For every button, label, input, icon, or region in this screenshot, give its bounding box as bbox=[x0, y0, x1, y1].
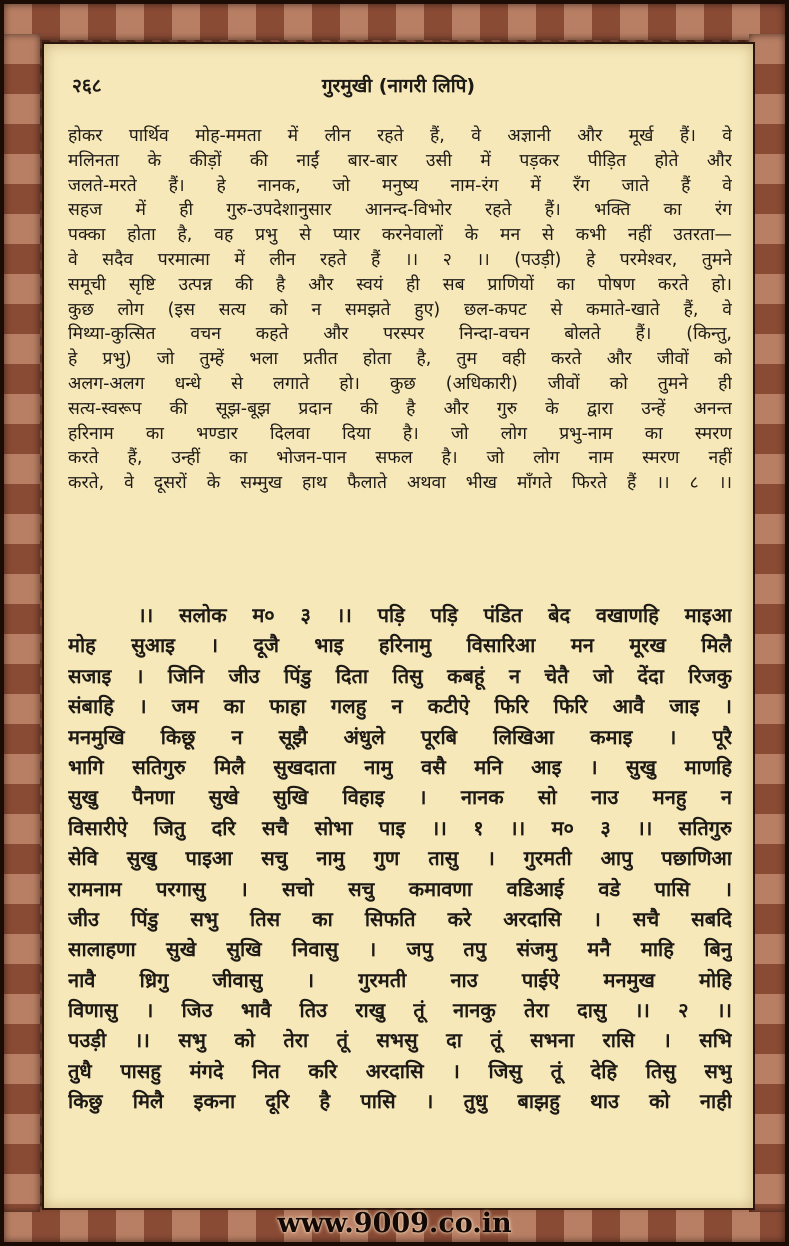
translation-line: मलिनता के कीड़ों की नाईं बार-बार उसी में पड़कर पीड़ित होते और bbox=[68, 150, 732, 171]
hindi-translation bbox=[68, 124, 732, 496]
verse-line: सेवि सुखु पाइआ सचु नामु गुण तासु । गुरमती आपु पछाणिआ bbox=[68, 846, 732, 871]
translation-line: पक्का होता है, वह प्रभु से प्यार करनेवालों के मन से कभी नहीं उतरता— bbox=[68, 225, 732, 246]
translation-line: करते हैं, उन्हीं का भोजन-पान सफल है। जो लोग नाम स्मरण नहीं bbox=[68, 448, 732, 469]
translation-line: हे प्रभु) जो तुम्हें भला प्रतीत होता है, तुम वही करते और जीवों को bbox=[68, 349, 732, 370]
translation-line: हरिनाम का भण्डार दिलवा दिया है। जो लोग प्रभु-नाम का स्मरण bbox=[68, 423, 732, 444]
verse-line: पउड़ी ।। सभु को तेरा तूं सभसु दा तूं सभना रासि । सभि bbox=[68, 1028, 732, 1053]
frame-top-border bbox=[4, 4, 785, 40]
verse-line: मनमुखि किछू न सूझै अंधुले पूरबि लिखिआ कमाइ । पूरै bbox=[68, 724, 732, 749]
translation-line: वे सदैव परमात्मा में लीन रहते हैं ।। २ ।। (पउड़ी) हे परमेश्वर, तुमने bbox=[68, 249, 732, 270]
verse-line: रामनाम परगासु । सचो सचु कमावणा वडिआई वडे पासि । bbox=[68, 876, 732, 901]
verse-line: जीउ पिंडु सभु तिस का सिफति करे अरदासि । सचै सबदि bbox=[68, 906, 732, 931]
translation-line: जलते-मरते हैं। हे नानक, जो मनुष्य नाम-रंग में रँग जाते हैं वे bbox=[68, 175, 732, 196]
verse-line: किछु मिलै इकना दूरि है पासि । तुधु बाझहु थाउ को नाही bbox=[68, 1089, 732, 1114]
website-url[interactable]: www.9009.co.in bbox=[277, 1208, 512, 1239]
verse-line: तुधै पासहु मंगदे नित करि अरदासि । जिसु तूं देहि तिसु सभु bbox=[68, 1058, 732, 1083]
translation-line: करते, वे दूसरों के सम्मुख हाथ फैलाते अथवा भीख माँगते फिरते हैं ।। ८ ।। bbox=[68, 473, 732, 494]
verse-line: मोह सुआइ । दूजै भाइ हरिनामु विसारिआ मन मूरख मिलै bbox=[68, 633, 732, 658]
verse-line: संबाहि । जम का फाहा गलहु न कटीऐ फिरि फिरि आवै जाइ । bbox=[68, 694, 732, 719]
verse-line: विणासु । जिउ भावै तिउ राखु तूं नानकु तेरा दासु ।। २ ।। bbox=[68, 998, 732, 1023]
translation-line: अलग-अलग धन्धे से लगाते हो। कुछ (अधिकारी) जीवों को तुमने ही bbox=[68, 373, 732, 394]
verse-line: ।। सलोक म० ३ ।। पड़ि पड़ि पंडित बेद वखाणहि माइआ bbox=[138, 603, 732, 627]
page-number: २६८ bbox=[72, 75, 102, 97]
page-header bbox=[44, 72, 753, 100]
verse-line: सजाइ । जिनि जीउ पिंडु दिता तिसु कबहूं न चेतै जो देंदा रिजकु bbox=[68, 663, 732, 688]
verse-line: विसारीऐ जितु दरि सचै सोभा पाइ ।। १ ।। म० ३ ।। सतिगुरु bbox=[68, 815, 732, 840]
translation-line: सत्य-स्वरूप की सूझ-बूझ प्रदान की है और गुरु के द्वारा उन्हें अनन्त bbox=[68, 398, 732, 419]
book-page bbox=[42, 42, 755, 1210]
page-title: गुरमुखी (नागरी लिपि) bbox=[321, 75, 476, 97]
gurmukhi-verses bbox=[68, 600, 732, 1117]
verse-line: भागि सतिगुरु मिलै सुखदाता नामु वसै मनि आइ । सुखु माणहि bbox=[68, 754, 732, 779]
verse-line: सालाहणा सुखे सुखि निवासु । जपु तपु संजमु मनै माहि बिनु bbox=[68, 937, 732, 962]
translation-line: समूची सृष्टि उत्पन्न की है और स्वयं ही सब प्राणियों का पोषण करते हो। bbox=[68, 274, 732, 295]
translation-line: कुछ लोग (इस सत्य को न समझते हुए) छल-कपट से कमाते-खाते हैं, वे bbox=[68, 299, 732, 320]
frame-left-border bbox=[4, 34, 40, 1212]
translation-line: मिथ्या-कुत्सित वचन कहते और परस्पर निन्दा-वचन बोलते हैं। (किन्तु, bbox=[68, 324, 732, 345]
verse-line: नावै ध्रिगु जीवासु । गुरमती नाउ पाईऐ मनमुख मोहि bbox=[68, 967, 732, 992]
verse-line: सुखु पैनणा सुखे सुखि विहाइ । नानक सो नाउ मनहु न bbox=[68, 785, 732, 810]
translation-line: होकर पार्थिव मोह-ममता में लीन रहते हैं, वे अज्ञानी और मूर्ख हैं। वे bbox=[68, 126, 732, 146]
translation-line: सहज में ही गुरु-उपदेशानुसार आनन्द-विभोर रहते हैं। भक्ति का रंग bbox=[68, 200, 732, 221]
